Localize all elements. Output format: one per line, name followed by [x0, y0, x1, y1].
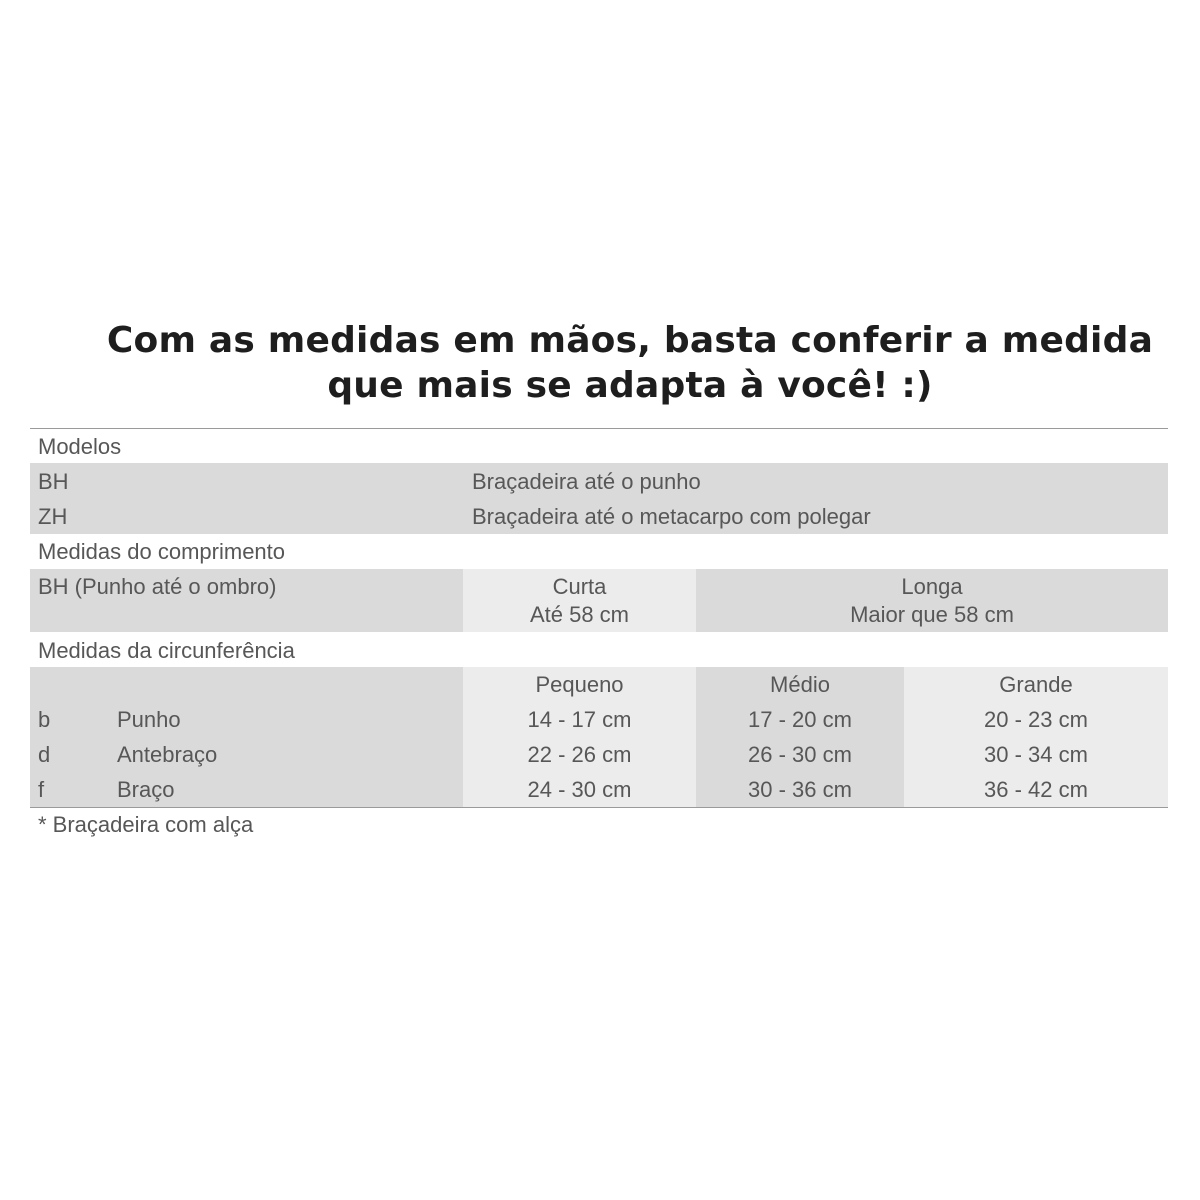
circ-header-large: Grande: [999, 672, 1073, 697]
circ-value-medium: 17 - 20 cm: [748, 707, 852, 732]
page-heading: [60, 318, 1200, 408]
length-label: BH (Punho até o ombro): [38, 574, 277, 599]
circ-value-small: 24 - 30 cm: [527, 777, 632, 802]
circ-value-small: 22 - 26 cm: [527, 742, 632, 767]
length-long-value: Maior que 58 cm: [850, 602, 1014, 627]
circ-row-name: Antebraço: [117, 742, 218, 767]
circ-header-small: Pequeno: [535, 672, 624, 697]
circ-value-medium: 26 - 30 cm: [748, 742, 852, 767]
footnote: * Braçadeira com alça: [38, 812, 254, 837]
length-section-title: Medidas do comprimento: [38, 539, 286, 564]
circumference-section-title: Medidas da circunferência: [38, 638, 295, 663]
model-description: Braçadeira até o punho: [472, 469, 701, 494]
circ-row-name: Punho: [117, 707, 181, 732]
heading-line-2: que mais se adapta à você! :): [327, 365, 933, 406]
circ-value-large: 36 - 42 cm: [984, 777, 1088, 802]
model-description: Braçadeira até o metacarpo com polegar: [472, 504, 871, 529]
circ-label-band: [30, 667, 463, 807]
table-bottom-rule: [30, 807, 1168, 808]
circ-row-letter: d: [38, 742, 51, 767]
length-short-name: Curta: [552, 574, 607, 599]
models-section-title: Modelos: [38, 434, 122, 459]
circ-value-large: 20 - 23 cm: [984, 707, 1088, 732]
circ-row-name: Braço: [117, 777, 175, 802]
circ-value-medium: 30 - 36 cm: [748, 777, 852, 802]
heading-line-1: Com as medidas em mãos, basta conferir a medida: [106, 320, 1154, 361]
table-top-rule: [30, 428, 1168, 429]
circ-value-large: 30 - 34 cm: [984, 742, 1088, 767]
length-short-value: Até 58 cm: [529, 602, 630, 627]
circ-value-small: 14 - 17 cm: [527, 707, 632, 732]
circ-header-medium: Médio: [770, 672, 830, 697]
circ-row-letter: b: [38, 707, 51, 732]
model-code: ZH: [38, 504, 68, 529]
model-code: BH: [38, 469, 69, 494]
length-long-name: Longa: [901, 574, 963, 599]
circ-row-letter: f: [38, 777, 45, 802]
